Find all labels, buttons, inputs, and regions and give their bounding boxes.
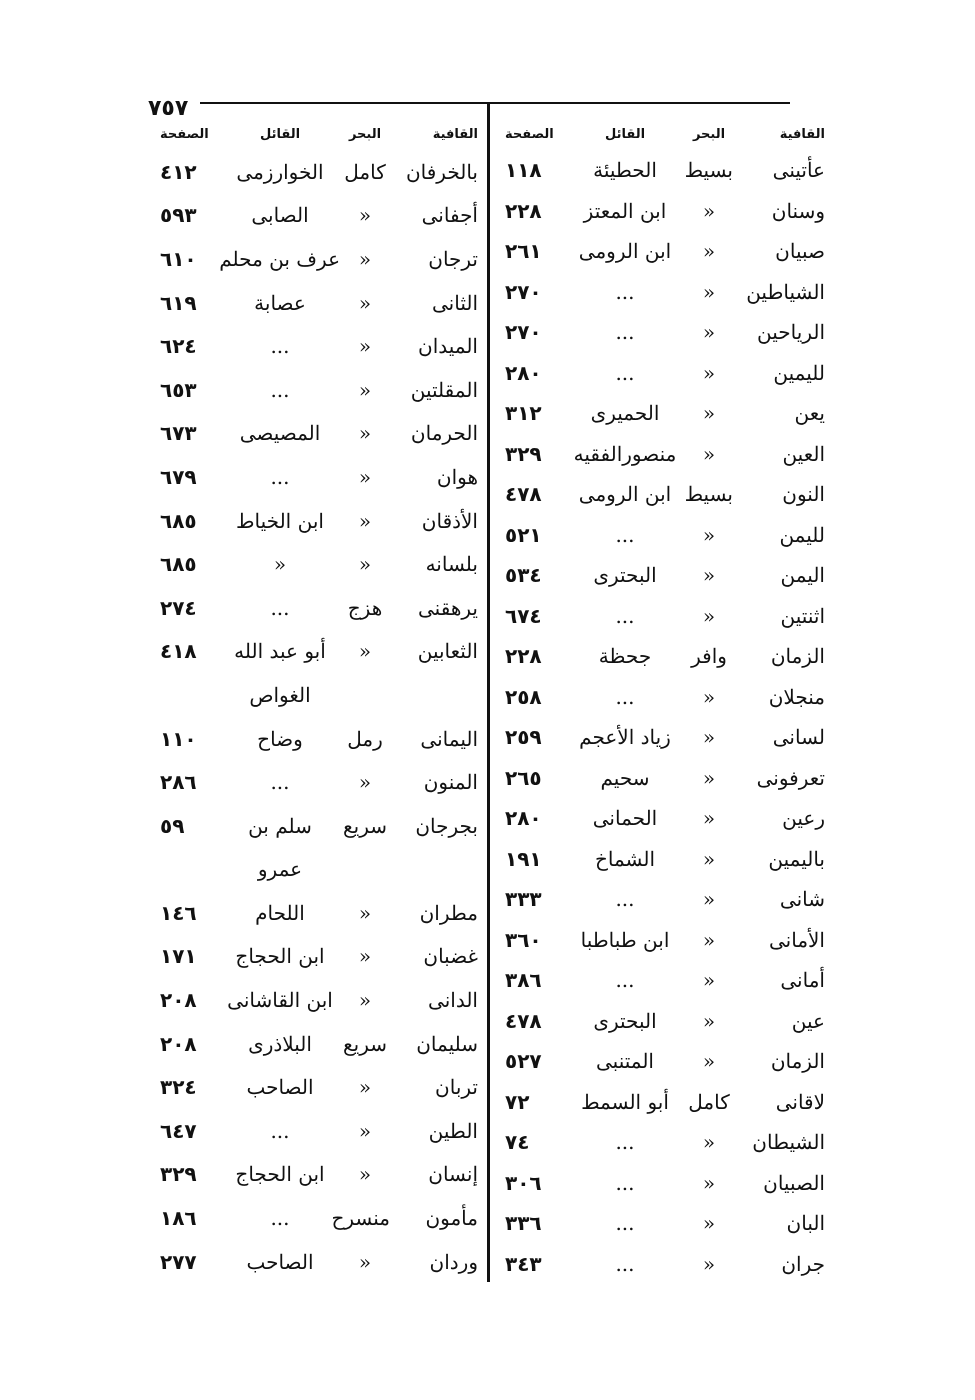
safha-cell: ٢٧٧ (160, 1249, 197, 1274)
safha-cell: ٦٧٩ (160, 464, 197, 489)
safha-cell: ٥٢٧ (505, 1049, 542, 1074)
right-column-header (500, 118, 825, 150)
safha-cell: ٦٤٧ (160, 1118, 197, 1143)
qail-cell: الحمانى (592, 806, 658, 831)
qafiya-cell: أجفانى (421, 203, 478, 228)
qafiya-cell: الطين (428, 1118, 478, 1143)
safha-cell: ٣١٢ (505, 401, 542, 426)
qafiya-cell: الحرمان (410, 421, 478, 446)
bahr-cell: « (358, 1249, 372, 1274)
qail-cell: سلم بن (248, 813, 312, 838)
qail-cell: ابن القاشانى (227, 988, 333, 1013)
qafiya-cell: الأذقان (421, 508, 478, 533)
bahr-cell: « (702, 725, 716, 750)
qail-cell: ... (270, 1118, 290, 1143)
index-row (500, 839, 825, 880)
bahr-cell: « (702, 846, 716, 871)
index-row (158, 760, 478, 804)
index-row (158, 1153, 478, 1197)
qail-cell: منصورالفقيه (573, 441, 677, 466)
qail-cell: المتنبى (596, 1049, 654, 1074)
safha-cell: ٧٢ (505, 1089, 530, 1114)
safha-cell: ٢٧٠ (505, 279, 542, 304)
qail-cell: ابن طباطبا (580, 927, 670, 952)
index-row (158, 891, 478, 935)
qail-cell: ... (615, 887, 635, 912)
bahr-cell: « (358, 639, 372, 664)
safha-cell: ٦٨٥ (160, 508, 197, 533)
qail-cell: ... (270, 377, 290, 402)
qafiya-cell: تعرفونى (756, 765, 825, 790)
qafiya-cell: لليمين (773, 360, 825, 385)
bahr-cell: « (358, 1162, 372, 1187)
qail-cell: ... (615, 522, 635, 547)
index-row-continuation (158, 673, 478, 717)
qail-cell: « (273, 552, 287, 577)
qafiya-cell: يعن (794, 401, 825, 426)
qafiya-cell: بجرجان (415, 813, 478, 838)
qafiya-cell: هوان (436, 464, 478, 489)
header-qail: القائل (604, 126, 646, 142)
index-row (158, 1196, 478, 1240)
safha-cell: ٦٢٤ (160, 334, 197, 359)
bahr-cell: « (702, 887, 716, 912)
safha-cell: ٢٧٠ (505, 320, 542, 345)
safha-cell: ٣٢٩ (505, 441, 542, 466)
safha-cell: ١٩١ (505, 846, 542, 871)
bahr-cell: « (702, 239, 716, 264)
index-row (158, 978, 478, 1022)
safha-cell: ٣٦٠ (505, 927, 542, 952)
index-row (500, 596, 825, 637)
qail-cell: ابن الرومى (578, 482, 672, 507)
qail-cell: البلاذرى (248, 1031, 312, 1056)
qail-cell: عمرو (257, 857, 303, 882)
index-row (500, 920, 825, 961)
qail-cell: ... (615, 603, 635, 628)
bahr-cell: « (702, 603, 716, 628)
qail-cell: الشماخ (594, 846, 656, 871)
safha-cell: ٦٨٥ (160, 552, 197, 577)
qail-cell: ... (270, 464, 290, 489)
index-row (158, 1065, 478, 1109)
header-bahr: البحر (348, 126, 382, 142)
safha-cell: ٢٥٩ (505, 725, 542, 750)
qafiya-cell: لسانى (772, 725, 825, 750)
index-row (500, 677, 825, 718)
qafiya-cell: العين (782, 441, 825, 466)
header-safha: الصفحة (160, 126, 209, 142)
qail-cell: الصاحب (246, 1075, 314, 1100)
bahr-cell: كامل (688, 1089, 730, 1114)
qail-cell: ... (270, 334, 290, 359)
qafiya-cell: الصبيان (763, 1170, 825, 1195)
bahr-cell: « (702, 684, 716, 709)
qail-cell: ... (270, 770, 290, 795)
safha-cell: ٤١٨ (160, 639, 197, 664)
bahr-cell: « (358, 290, 372, 315)
qail-cell: ابن الرومى (578, 239, 672, 264)
index-row (500, 353, 825, 394)
safha-cell: ٣٤٣ (505, 1251, 542, 1276)
qafiya-cell: لليمن (779, 522, 825, 547)
bahr-cell: هزج (347, 595, 383, 620)
qafiya-cell: رعين (782, 806, 825, 831)
qafiya-cell: ترجان (428, 246, 478, 271)
bahr-cell: « (702, 279, 716, 304)
index-row (500, 717, 825, 758)
index-row (500, 1244, 825, 1285)
qail-cell: جحظة (598, 644, 652, 669)
bahr-cell: « (702, 320, 716, 345)
qail-cell: سحيم (600, 765, 650, 790)
qail-cell: زياد الأعجم (579, 725, 671, 750)
bahr-cell: « (702, 1170, 716, 1195)
bahr-cell: « (358, 377, 372, 402)
qafiya-cell: أمانى (780, 968, 825, 993)
qail-cell: ... (615, 968, 635, 993)
index-row (500, 1122, 825, 1163)
safha-cell: ٢٠٨ (160, 988, 197, 1013)
qail-cell: ... (615, 320, 635, 345)
qafiya-cell: الرياحين (757, 320, 825, 345)
qail-cell: ... (615, 684, 635, 709)
left-column-rows (158, 150, 478, 1283)
safha-cell: ١١٠ (160, 726, 197, 751)
index-row (500, 758, 825, 799)
safha-cell: ٢٢٨ (505, 644, 542, 669)
qail-cell: ... (615, 1170, 635, 1195)
bahr-cell: سريع (342, 1031, 387, 1056)
index-row (500, 879, 825, 920)
qafiya-cell: اليمانى (420, 726, 478, 751)
safha-cell: ١١٨ (505, 158, 542, 183)
qail-cell: البحترى (593, 563, 657, 588)
index-row (500, 393, 825, 434)
bahr-cell: « (358, 334, 372, 359)
index-row (158, 630, 478, 674)
safha-cell: ٢٨٦ (160, 770, 197, 795)
qail-cell: الصاحب (246, 1249, 314, 1274)
qafiya-cell: وسنان (771, 198, 825, 223)
qafiya-cell: سليمان (416, 1031, 478, 1056)
qafiya-cell: شانى (779, 887, 825, 912)
top-rule (200, 102, 790, 104)
bahr-cell: « (702, 1251, 716, 1276)
qafiya-cell: الزمان (770, 644, 825, 669)
header-safha: الصفحة (505, 126, 554, 142)
safha-cell: ٦٧٣ (160, 421, 197, 446)
index-row (158, 586, 478, 630)
bahr-cell: كامل (344, 159, 386, 184)
safha-cell: ٢٦٥ (505, 765, 542, 790)
index-row (500, 798, 825, 839)
safha-cell: ٥٩ (160, 813, 185, 838)
index-row (500, 474, 825, 515)
bahr-cell: « (702, 1211, 716, 1236)
bahr-cell: « (702, 1049, 716, 1074)
qafiya-cell: إنسان (428, 1162, 478, 1187)
qail-cell: المصيصى (239, 421, 321, 446)
bahr-cell: « (358, 203, 372, 228)
qail-cell: ابن الحجاج (235, 944, 325, 969)
qail-cell: أبو السمط (581, 1089, 669, 1114)
bahr-cell: بسيط (684, 482, 733, 507)
index-row (158, 717, 478, 761)
qafiya-cell: الشيطان (752, 1130, 825, 1155)
bahr-cell: « (358, 421, 372, 446)
bahr-cell: « (358, 464, 372, 489)
index-row (500, 555, 825, 596)
safha-cell: ٢٥٨ (505, 684, 542, 709)
qail-cell: ... (615, 279, 635, 304)
bahr-cell: « (358, 988, 372, 1013)
index-row (158, 1109, 478, 1153)
index-row (500, 1001, 825, 1042)
qafiya-cell: عأتينى (772, 158, 825, 183)
qafiya-cell: الثعابين (417, 639, 478, 664)
qafiya-cell: عين (791, 1008, 825, 1033)
header-qafiya: القافية (779, 126, 825, 142)
bahr-cell: « (358, 246, 372, 271)
qail-cell: ابن المعتز (583, 198, 667, 223)
safha-cell: ٦١٩ (160, 290, 197, 315)
index-row (158, 1240, 478, 1284)
index-row (500, 1203, 825, 1244)
safha-cell: ٥٩٣ (160, 203, 197, 228)
index-row (158, 368, 478, 412)
qafiya-cell: المنون (423, 770, 478, 795)
bahr-cell: بسيط (684, 158, 733, 183)
qail-cell: الحميرى (590, 401, 660, 426)
bahr-cell: « (702, 806, 716, 831)
index-row (158, 542, 478, 586)
qafiya-cell: البان (786, 1211, 825, 1236)
safha-cell: ٥٢١ (505, 522, 542, 547)
index-row (158, 1022, 478, 1066)
qail-cell: عصابة (254, 290, 306, 315)
bahr-cell: منسرح (331, 1206, 390, 1231)
index-row (500, 960, 825, 1001)
qail-cell: البحترى (593, 1008, 657, 1033)
index-row (158, 150, 478, 194)
safha-cell: ٢٦١ (505, 239, 542, 264)
qafiya-cell: صبيان (775, 239, 825, 264)
bahr-cell: « (702, 1130, 716, 1155)
qafiya-cell: اليمن (780, 563, 825, 588)
left-column (158, 118, 478, 1283)
qafiya-cell: الدانى (428, 988, 478, 1013)
qail-cell: الحطيئة (593, 158, 657, 183)
index-row (500, 272, 825, 313)
bahr-cell: « (702, 1008, 716, 1033)
safha-cell: ٢٨٠ (505, 360, 542, 385)
bahr-cell: رمل (347, 726, 383, 751)
safha-cell: ٤١٢ (160, 159, 197, 184)
index-row (500, 1163, 825, 1204)
bahr-cell: « (358, 944, 372, 969)
safha-cell: ٣٢٩ (160, 1162, 197, 1187)
qail-cell: أبو عبد الله (234, 639, 326, 664)
qafiya-cell: الميدان (418, 334, 478, 359)
safha-cell: ٦١٠ (160, 246, 197, 271)
qafiya-cell: مطران (419, 900, 478, 925)
qail-cell: ... (270, 595, 290, 620)
index-row-continuation (158, 848, 478, 892)
qail-cell: ... (615, 360, 635, 385)
qafiya-cell: وردان (429, 1249, 478, 1274)
bahr-cell: « (702, 968, 716, 993)
safha-cell: ٣٣٣ (505, 887, 542, 912)
safha-cell: ٦٧٤ (505, 603, 542, 628)
bahr-cell: « (702, 765, 716, 790)
qail-cell: ... (615, 1211, 635, 1236)
qail-cell: ابن الحجاج (235, 1162, 325, 1187)
safha-cell: ٤٧٨ (505, 482, 542, 507)
safha-cell: ٦٥٣ (160, 377, 197, 402)
bahr-cell: « (702, 360, 716, 385)
header-qail: القائل (259, 126, 301, 142)
safha-cell: ٣٢٤ (160, 1075, 197, 1100)
header-qafiya: القافية (432, 126, 478, 142)
qafiya-cell: الزمان (770, 1049, 825, 1074)
bahr-cell: « (358, 1075, 372, 1100)
qail-cell: وضاح (257, 726, 303, 751)
safha-cell: ١٤٦ (160, 900, 197, 925)
index-row (158, 935, 478, 979)
qafiya-cell: اثنتين (780, 603, 825, 628)
qafiya-cell: النون (782, 482, 825, 507)
qafiya-cell: لاقانى (775, 1089, 825, 1114)
index-row (500, 515, 825, 556)
index-row (500, 191, 825, 232)
qafiya-cell: مأمون (425, 1206, 478, 1231)
bahr-cell: « (358, 508, 372, 533)
index-row (158, 281, 478, 325)
safha-cell: ٣٨٦ (505, 968, 542, 993)
index-row (158, 455, 478, 499)
bahr-cell: « (702, 441, 716, 466)
index-row (500, 636, 825, 677)
qail-cell: عرف بن محلم (219, 246, 340, 271)
bahr-cell: « (358, 552, 372, 577)
qafiya-cell: بلسانه (425, 552, 478, 577)
bahr-cell: « (358, 770, 372, 795)
qafiya-cell: الشياطين (746, 279, 825, 304)
safha-cell: ٢٢٨ (505, 198, 542, 223)
index-row (158, 412, 478, 456)
index-row (500, 434, 825, 475)
safha-cell: ١٧١ (160, 944, 197, 969)
qafiya-cell: المقلتين (410, 377, 478, 402)
index-row (500, 1041, 825, 1082)
qafiya-cell: الأمانى (768, 927, 825, 952)
qail-cell: الغواص (249, 682, 311, 707)
index-row (500, 312, 825, 353)
header-bahr: البحر (692, 126, 726, 142)
qail-cell: اللحام (255, 900, 305, 925)
index-row (158, 804, 478, 848)
bahr-cell: « (358, 900, 372, 925)
qafiya-cell: غضبان (423, 944, 478, 969)
bahr-cell: سريع (342, 813, 387, 838)
qafiya-cell: جران (781, 1251, 825, 1276)
bahr-cell: « (358, 1118, 372, 1143)
right-column-rows (500, 150, 825, 1284)
qafiya-cell: تربان (435, 1075, 478, 1100)
index-row (500, 1082, 825, 1123)
qail-cell: الخوارزمى (236, 159, 324, 184)
qafiya-cell: يرهقنى (418, 595, 478, 620)
qafiya-cell: بالخرفان (405, 159, 478, 184)
safha-cell: ٢٠٨ (160, 1031, 197, 1056)
qafiya-cell: منجلان (768, 684, 825, 709)
bahr-cell: « (702, 522, 716, 547)
index-row (158, 237, 478, 281)
bahr-cell: « (702, 198, 716, 223)
right-column (500, 118, 825, 1284)
safha-cell: ٣٠٦ (505, 1170, 542, 1195)
safha-cell: ٥٣٤ (505, 563, 542, 588)
qafiya-cell: الثانى (431, 290, 478, 315)
qail-cell: ابن الخياط (236, 508, 324, 533)
safha-cell: ٧٤ (505, 1130, 530, 1155)
index-row (500, 150, 825, 191)
bahr-cell: « (702, 401, 716, 426)
qail-cell: الصابى (251, 203, 309, 228)
safha-cell: ٣٣٦ (505, 1211, 542, 1236)
index-row (158, 499, 478, 543)
column-divider (487, 102, 490, 1282)
page-number: ٧٥٧ (148, 96, 189, 121)
index-row (158, 324, 478, 368)
safha-cell: ١٨٦ (160, 1206, 197, 1231)
left-column-header (158, 118, 478, 150)
qafiya-cell: باليمين (768, 846, 825, 871)
safha-cell: ٢٧٤ (160, 595, 197, 620)
qail-cell: ... (615, 1251, 635, 1276)
index-row (500, 231, 825, 272)
qail-cell: ... (270, 1206, 290, 1231)
bahr-cell: وافر (691, 644, 727, 669)
safha-cell: ٢٨٠ (505, 806, 542, 831)
bahr-cell: « (702, 563, 716, 588)
bahr-cell: « (702, 927, 716, 952)
index-row (158, 194, 478, 238)
qail-cell: ... (615, 1130, 635, 1155)
safha-cell: ٤٧٨ (505, 1008, 542, 1033)
